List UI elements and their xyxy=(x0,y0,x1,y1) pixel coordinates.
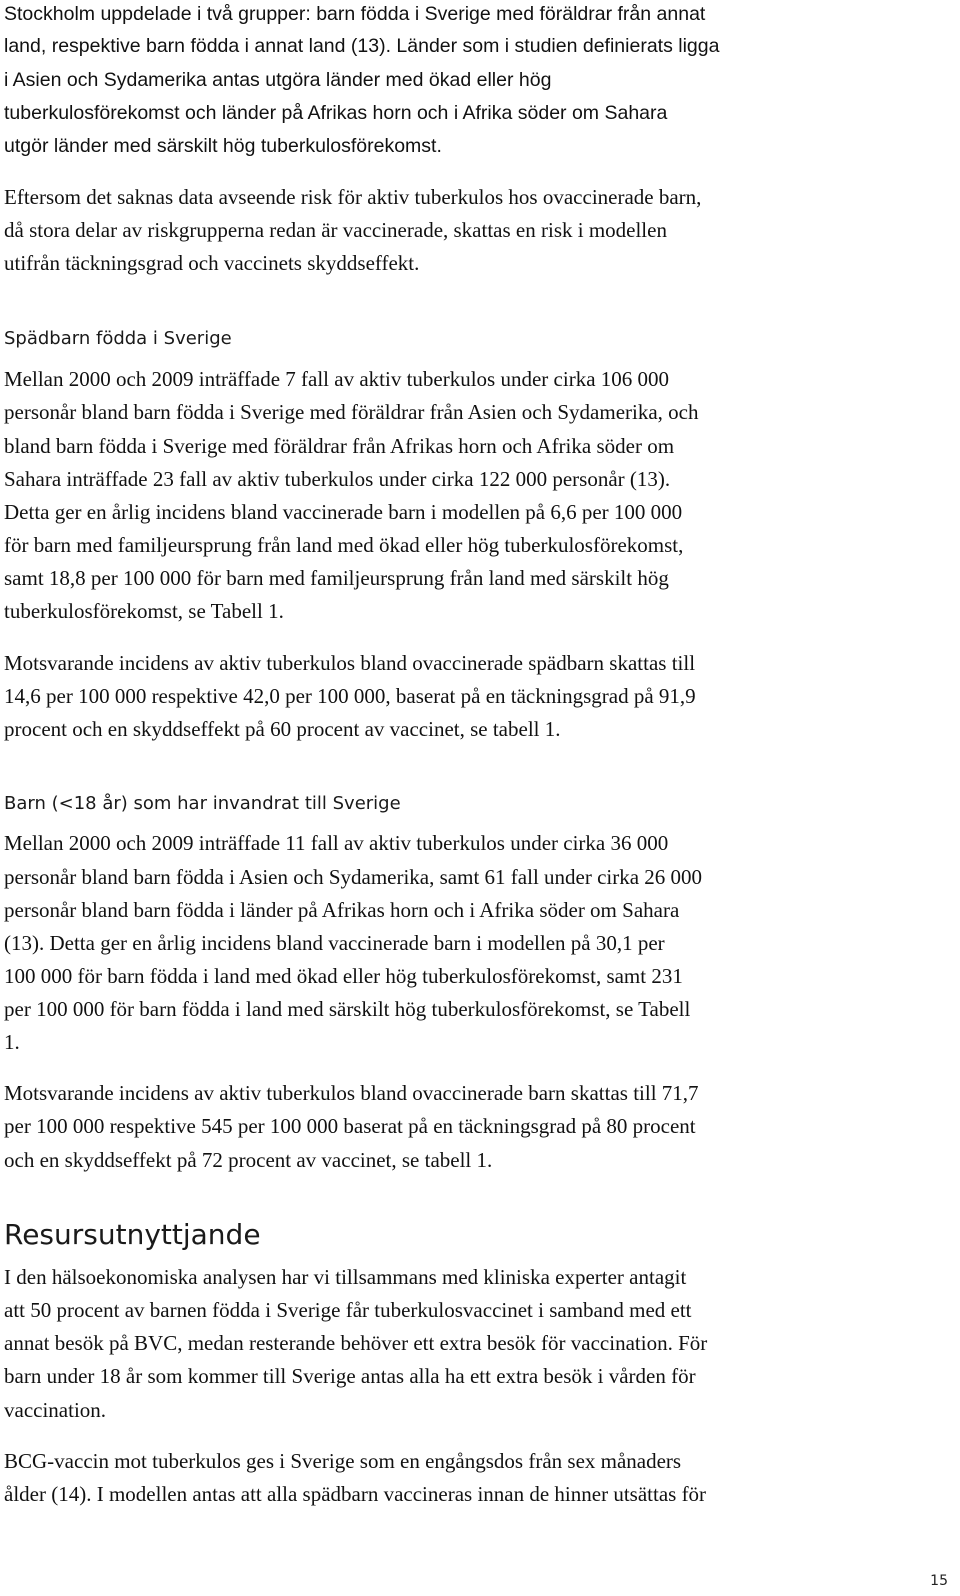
text-line: Eftersom det saknas data avseende risk för aktiv tuberkulos hos ovaccinerade barn, xyxy=(4,185,702,209)
text-line: utgör länder med särskilt hög tuberkulosförekomst. xyxy=(4,135,442,157)
text-line: Sahara inträffade 23 fall av aktiv tuberkulos under cirka 122 000 personår (13). xyxy=(4,467,671,491)
text-line: per 100 000 respektive 545 per 100 000 baserat på en täckningsgrad på 80 procent xyxy=(4,1114,696,1138)
text-line: utifrån täckningsgrad och vaccinets skyddseffekt. xyxy=(4,251,420,275)
text-line: I den hälsoekonomiska analysen har vi tillsammans med kliniska experter antagit xyxy=(4,1265,687,1289)
section-heading-resources: Resursutnyttjande xyxy=(4,1218,261,1251)
text-line: bland barn födda i Sverige med föräldrar från Afrikas horn och Afrika söder om xyxy=(4,434,675,458)
text-line: barn under 18 år som kommer till Sverige antas alla ha ett extra besök i vården för xyxy=(4,1364,696,1388)
text-line: Detta ger en årlig incidens bland vaccinerade barn i modellen på 6,6 per 100 000 xyxy=(4,500,683,524)
text-line: 14,6 per 100 000 respektive 42,0 per 100 000, baserat på en täckningsgrad på 91,9 xyxy=(4,684,696,708)
text-line: ålder (14). I modellen antas att alla spädbarn vaccineras innan de hinner utsättas för xyxy=(4,1482,707,1506)
text-line: personår bland barn födda i Asien och Sydamerika, samt 61 fall under cirka 26 000 xyxy=(4,865,703,889)
text-line: tuberkulosförekomst, se Tabell 1. xyxy=(4,599,284,623)
text-line: tuberkulosförekomst och länder på Afrikas horn och i Afrika söder om Sahara xyxy=(4,102,668,124)
text-line: annat besök på BVC, medan resterande behöver ett extra besök för vaccination. För xyxy=(4,1331,708,1355)
text-line: land, respektive barn födda i annat land (13). Länder som i studien definierats ligga xyxy=(4,35,720,57)
text-line: vaccination. xyxy=(4,1398,107,1422)
text-line: i Asien och Sydamerika antas utgöra länder med ökad eller hög xyxy=(4,69,552,91)
text-line: Motsvarande incidens av aktiv tuberkulos bland ovaccinerade spädbarn skattas till xyxy=(4,651,696,675)
text-line: BCG-vaccin mot tuberkulos ges i Sverige som en engångsdos från sex månaders xyxy=(4,1449,682,1473)
text-line: personår bland barn födda i Sverige med föräldrar från Asien och Sydamerika, och xyxy=(4,400,699,424)
text-line: 1. xyxy=(4,1030,20,1054)
section-heading-infants: Spädbarn födda i Sverige xyxy=(4,328,232,349)
text-line: Mellan 2000 och 2009 inträffade 11 fall av aktiv tuberkulos under cirka 36 000 xyxy=(4,831,669,855)
text-line: Motsvarande incidens av aktiv tuberkulos bland ovaccinerade barn skattas till 71,7 xyxy=(4,1081,699,1105)
text-line: per 100 000 för barn födda i land med särskilt hög tuberkulosförekomst, se Tabell xyxy=(4,997,691,1021)
text-line: då stora delar av riskgrupperna redan är vaccinerade, skattas en risk i modellen xyxy=(4,218,667,242)
page-number: 15 xyxy=(930,1573,948,1589)
text-line: att 50 procent av barnen födda i Sverige får tuberkulosvaccinet i samband med ett xyxy=(4,1298,692,1322)
text-line: för barn med familjeursprung från land med ökad eller hög tuberkulosförekomst, xyxy=(4,533,684,557)
text-line: Stockholm uppdelade i två grupper: barn födda i Sverige med föräldrar från annat xyxy=(4,3,706,25)
section-heading-immigrant-children: Barn (<18 år) som har invandrat till Sverige xyxy=(4,793,401,814)
text-line: Mellan 2000 och 2009 inträffade 7 fall av aktiv tuberkulos under cirka 106 000 xyxy=(4,367,670,391)
text-line: procent och en skyddseffekt på 60 procent av vaccinet, se tabell 1. xyxy=(4,717,561,741)
text-line: personår bland barn födda i länder på Afrikas horn och i Afrika söder om Sahara xyxy=(4,898,680,922)
text-line: (13). Detta ger en årlig incidens bland vaccinerade barn i modellen på 30,1 per xyxy=(4,931,665,955)
text-line: 100 000 för barn födda i land med ökad eller hög tuberkulosförekomst, samt 231 xyxy=(4,964,683,988)
text-line: samt 18,8 per 100 000 för barn med familjeursprung från land med särskilt hög xyxy=(4,566,669,590)
text-line: och en skyddseffekt på 72 procent av vaccinet, se tabell 1. xyxy=(4,1148,493,1172)
